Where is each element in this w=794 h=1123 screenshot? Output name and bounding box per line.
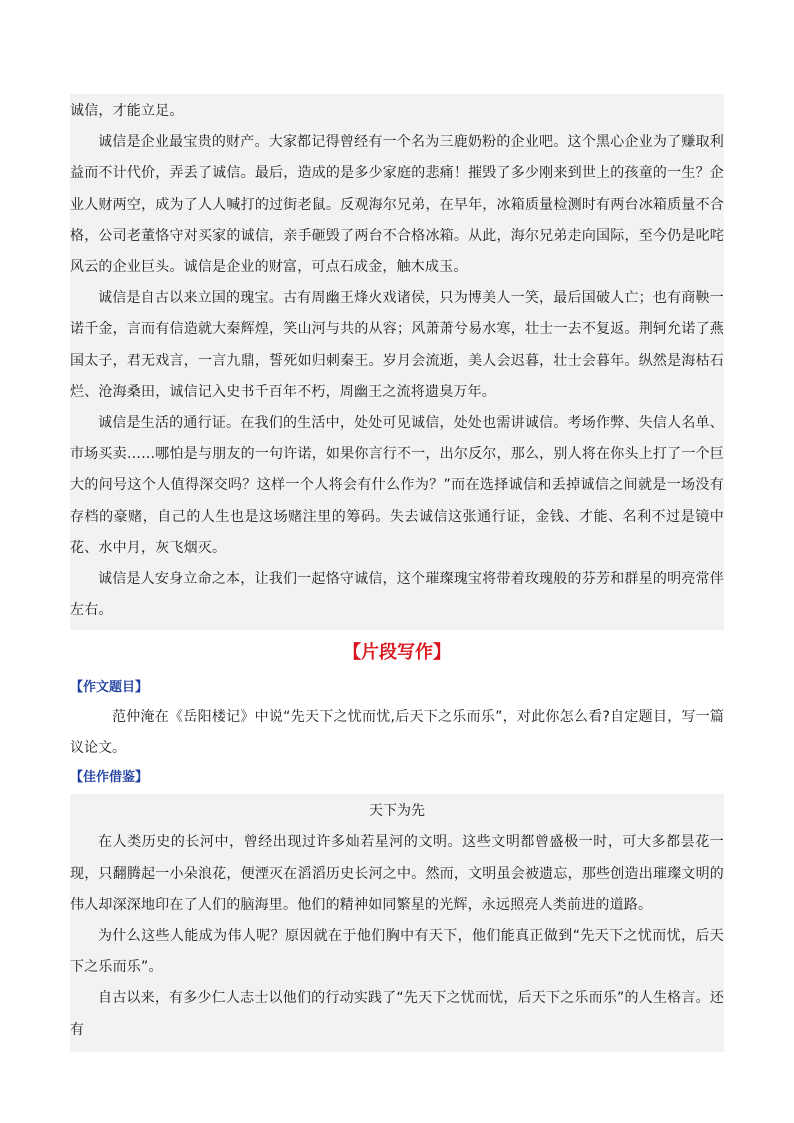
essay-paragraph: 自古以来，有多少仁人志士以他们的行动实践了“先天下之忧而忧，后天下之乐而乐”的人生格言。还有: [70, 990, 724, 1038]
essay-paragraph: 诚信，才能立足。: [70, 103, 184, 119]
essay-paragraph: 诚信是人安身立命之本，让我们一起恪守诚信，这个璀璨瑰宝将带着玫瑰般的芬芳和群星的明亮常伴左右。: [70, 571, 724, 619]
prompt-label: 【作文题目】: [70, 680, 149, 696]
essay-paragraph: 为什么这些人能成为伟人呢？原因就在于他们胸中有天下，他们能真正做到“先天下之忧而忧，后天下之乐而乐”。: [70, 928, 724, 976]
essay-paragraph: 在人类历史的长河中，曾经出现过许多灿若星河的文明。这些文明都曾盛极一时，可大多都昙花一现，只翻腾起一小朵浪花，便湮灭在滔滔历史长河之中。然而，文明虽会被遗忘，那些创造出璀璨文明的伟人却深深地印在了人们的脑海里。他们的精神如同繁星的光辉，永远照亮人类前进的道路。: [70, 834, 724, 913]
essay-paragraph: 诚信是企业最宝贵的财产。大家都记得曾经有一个名为三鹿奶粉的企业吧。这个黑心企业为了赚取利益而不计代价，弄丢了诚信。最后，造成的是多少家庭的悲痛！摧毁了多少刚来到世上的孩童的一生？企业人财两空，成为了人人喊打的过街老鼠。反观海尔兄弟，在早年，冰箱质量检测时有两台冰箱质量不合格，公司老董恪守对买家的诚信，亲手砸毁了两台不合格冰箱。从此，海尔兄弟走向国际，至今仍是叱咤风云的企业巨头。诚信是企业的财富，可点石成金，触木成玉。: [70, 134, 724, 276]
prompt-text: 范仲淹在《岳阳楼记》中说“先天下之忧而忧,后天下之乐而乐”，对此你怎么看?自定题目，写一篇议论文。: [70, 709, 724, 757]
example-label: 【佳作借鉴】: [70, 770, 149, 786]
example-essay-block: [70, 794, 724, 1051]
essay-paragraph: 诚信是自古以来立国的瑰宝。古有周幽王烽火戏诸侯，只为博美人一笑，最后国破人亡；也有商鞅一诺千金，言而有信造就大秦辉煌，笑山河与共的从容；风萧萧兮易水寒，壮士一去不复返。荆轲允诺了燕国太子，君无戏言，一言九鼎，誓死如归刺秦王。岁月会流逝，美人会迟暮，壮士会暮年。纵然是海枯石烂、沧海桑田，诚信记入史书千百年不朽，周幽王之流将遗臭万年。: [70, 290, 724, 400]
essay-title: 天下为先: [369, 803, 425, 820]
essay-paragraph: 诚信是生活的通行证。在我们的生活中，处处可见诚信，处处也需讲诚信。考场作弊、失信人名单、市场买卖……哪怕是与朋友的一句许诺，如果你言行不一，出尔反尔，那么，别人将在你头上打了一个巨大的问号这个人值得深交吗？这样一个人将会有什么作为？”而在选择诚信和丢掉诚信之间就是一场没有存档的豪赌，自己的人生也是这场赌注里的筹码。失去诚信这张通行证，金钱、才能、名利不过是镜中花、水中月，灰飞烟灭。: [70, 415, 724, 556]
section-title: 【片段写作】: [343, 642, 451, 664]
continued-essay-block: [70, 94, 724, 630]
document-page: [70, 94, 724, 1052]
